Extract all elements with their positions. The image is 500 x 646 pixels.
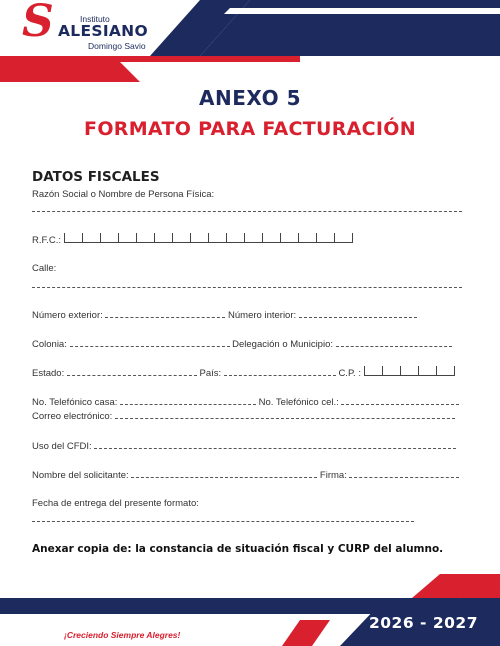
section-title: DATOS FISCALES — [32, 169, 160, 185]
rfc-label: R.F.C.: — [32, 235, 62, 246]
uso-cfdi-label: Uso del CFDI: — [32, 441, 92, 452]
estado-label: Estado: — [32, 368, 65, 379]
footer-red-accent — [282, 620, 330, 646]
correo-field[interactable] — [115, 409, 455, 419]
firma-label: Firma: — [319, 470, 347, 481]
colonia-label: Colonia: — [32, 339, 67, 350]
razon-social-label: Razón Social o Nombre de Persona Física: — [32, 189, 215, 200]
footer-red-shape — [412, 574, 500, 598]
telefono-casa-label: No. Telefónico casa: — [32, 397, 118, 408]
rfc-row — [32, 233, 353, 247]
firma-field[interactable] — [349, 468, 459, 478]
numero-exterior-label: Número exterior: — [32, 310, 103, 321]
pais-field[interactable] — [224, 366, 336, 376]
school-year: 2026 - 2027 — [368, 614, 478, 632]
fecha-field[interactable] — [32, 521, 414, 522]
telefono-casa-field[interactable] — [120, 395, 256, 405]
logo-institute: Instituto — [80, 14, 110, 24]
pais-label: País: — [199, 368, 222, 379]
fecha-label: Fecha de entrega del presente formato: — [32, 498, 199, 509]
delegacion-field[interactable] — [336, 337, 452, 347]
estado-row — [32, 366, 455, 380]
rfc-boxes[interactable] — [64, 233, 353, 247]
footer-motto: ¡Creciendo Siempre Alegres! — [64, 630, 181, 640]
solicitante-field[interactable] — [131, 468, 317, 478]
uso-cfdi-row — [32, 439, 456, 453]
attachment-note: Anexar copia de: la constancia de situación fiscal y CURP del alumno. — [32, 543, 444, 555]
solicitante-row — [32, 468, 459, 482]
numero-row — [32, 308, 417, 322]
logo-subtitle: Domingo Savio — [88, 41, 146, 51]
institute-logo — [22, 0, 162, 58]
correo-row — [32, 409, 455, 423]
header-red-wedge — [0, 60, 140, 82]
numero-interior-field[interactable] — [299, 308, 417, 318]
numero-exterior-field[interactable] — [105, 308, 225, 318]
logo-mark: S — [22, 0, 54, 47]
calle-field[interactable] — [32, 287, 462, 288]
colonia-field[interactable] — [70, 337, 230, 347]
document-title: ANEXO 5 — [199, 86, 301, 110]
telefono-row — [32, 395, 459, 409]
document-subtitle: FORMATO PARA FACTURACIÓN — [84, 118, 416, 140]
delegacion-label: Delegación o Municipio: — [232, 339, 334, 350]
razon-social-field[interactable] — [32, 211, 462, 212]
cp-label: C.P. : — [338, 368, 361, 379]
telefono-cel-field[interactable] — [341, 395, 459, 405]
logo-name: ALESIANO — [58, 22, 148, 40]
estado-field[interactable] — [67, 366, 197, 376]
calle-label: Calle: — [32, 263, 57, 274]
cp-boxes[interactable] — [364, 366, 455, 380]
uso-cfdi-field[interactable] — [94, 439, 456, 449]
colonia-row — [32, 337, 452, 351]
numero-interior-label: Número interior: — [228, 310, 297, 321]
telefono-cel-label: No. Telefónico cel.: — [258, 397, 339, 408]
correo-label: Correo electrónico: — [32, 411, 113, 422]
header-white-stripe — [224, 8, 500, 14]
solicitante-label: Nombre del solicitante: — [32, 470, 129, 481]
